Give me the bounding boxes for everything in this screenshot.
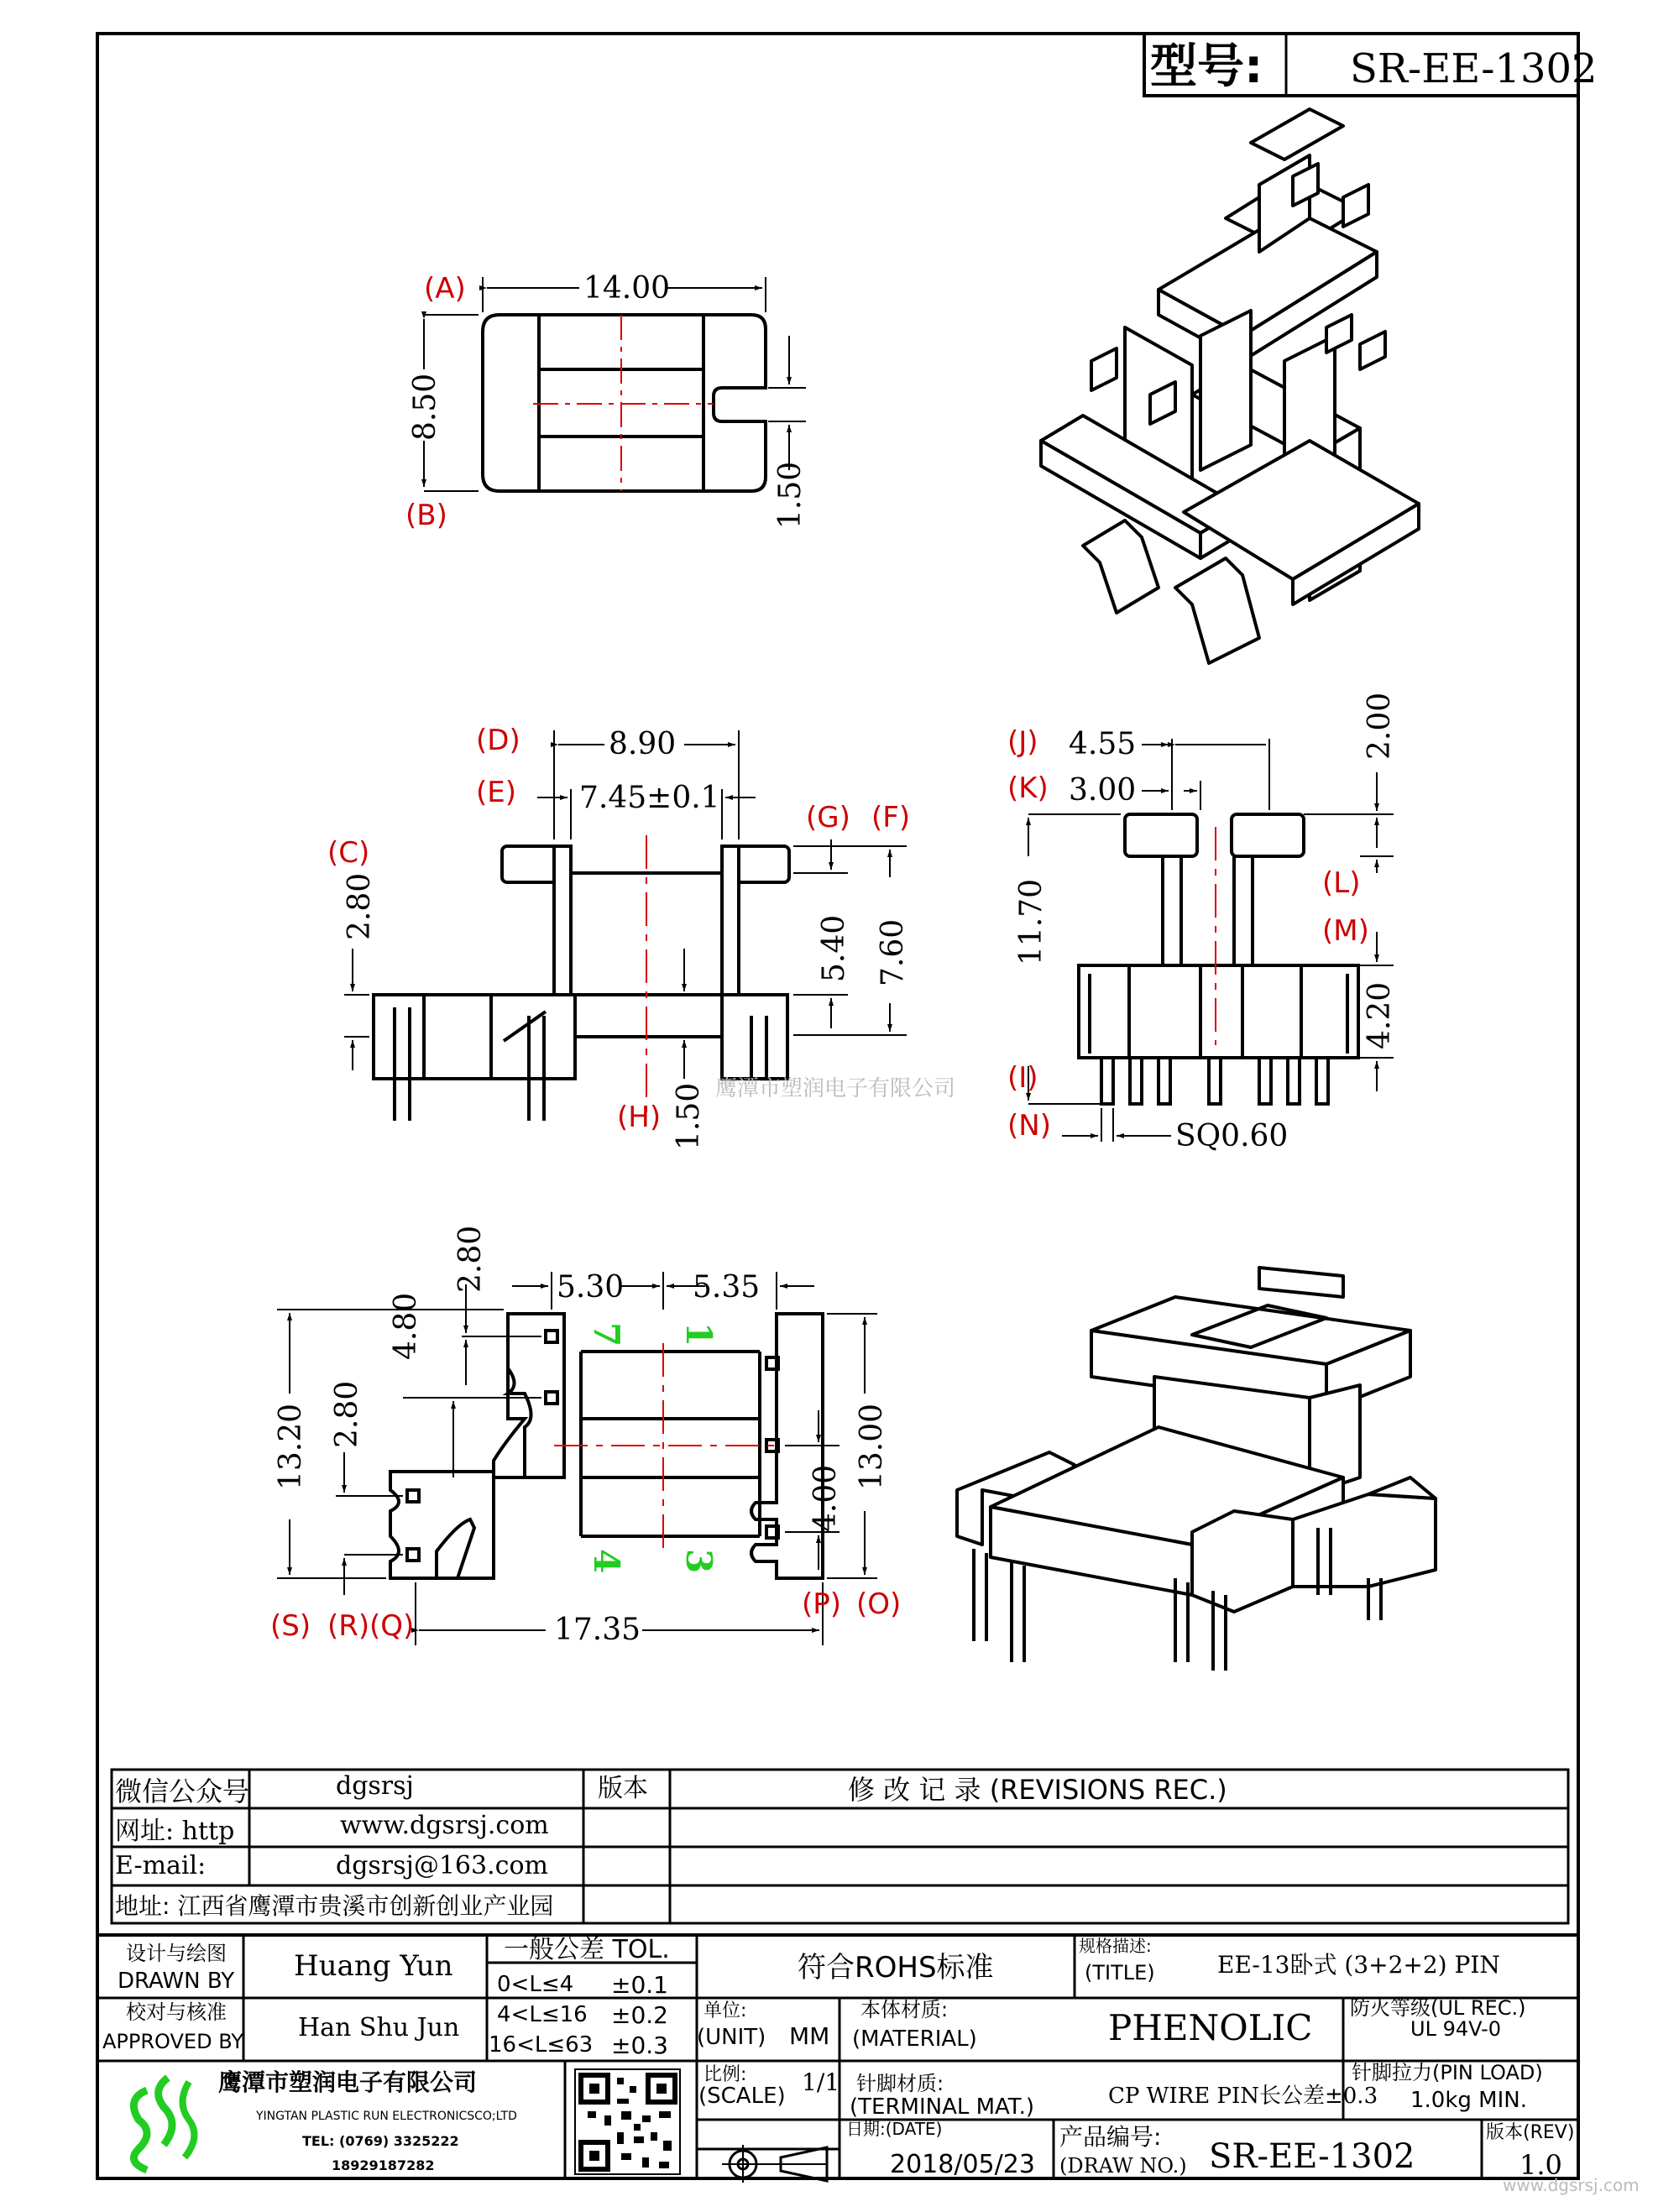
- side-top-dim: 2.00: [1363, 692, 1397, 760]
- version-label: 版本: [598, 1774, 648, 1803]
- pin-load-label: 针脚拉力(PIN LOAD): [1352, 2061, 1543, 2084]
- front-e-dim: 7.45±0.1: [579, 781, 720, 815]
- side-total-dim: 11.70: [1014, 878, 1049, 965]
- top-width-dim: 14.00: [583, 271, 671, 306]
- designer-name: Huang Yun: [294, 1949, 453, 1983]
- wechat-value: dgsrsj: [336, 1771, 414, 1801]
- label-r: (R): [327, 1609, 370, 1643]
- front-c-dim: 2.80: [343, 872, 377, 940]
- side-j-dim: 4.55: [1069, 727, 1137, 761]
- tol-range-1: 0<L≤4: [497, 1972, 574, 1997]
- checker-label-en: APPROVED BY: [102, 2030, 244, 2053]
- pin-1: 1: [678, 1322, 719, 1347]
- side-k-dim: 3.00: [1069, 773, 1137, 808]
- terminal-label-en: (TERMINAL MAT.): [850, 2094, 1035, 2120]
- unit-label-cn: 单位:: [704, 2000, 747, 2021]
- pin-3: 3: [678, 1549, 719, 1574]
- unit-label-en: (UNIT): [697, 2025, 766, 2050]
- drawno-label-cn: 产品编号:: [1059, 2123, 1162, 2151]
- material-label-en: (MATERIAL): [852, 2026, 977, 2052]
- qr-code-icon: [575, 2069, 680, 2174]
- label-e: (E): [476, 776, 517, 809]
- top-slot-dim: 1.50: [773, 461, 808, 529]
- company-name-en: YINGTAN PLASTIC RUN ELECTRONICSCO;LTD: [256, 2110, 517, 2123]
- model-label: 型号:: [1150, 39, 1263, 94]
- label-i: (I): [1007, 1061, 1038, 1095]
- bottom-height: 13.20: [274, 1403, 308, 1490]
- designer-label-en: DRAWN BY: [118, 1969, 235, 1994]
- unit-value: MM: [789, 2022, 830, 2050]
- label-o: (O): [856, 1587, 902, 1621]
- label-b: (B): [405, 499, 447, 532]
- bottom-length: 17.35: [554, 1613, 641, 1647]
- terminal-value: CP WIRE PIN长公差±0.3: [1108, 2084, 1378, 2109]
- drawno-value: SR-EE-1302: [1209, 2137, 1415, 2176]
- label-h: (H): [617, 1101, 662, 1134]
- company-logo-icon: [133, 2078, 194, 2170]
- material-label-cn: 本体材质:: [860, 1998, 949, 2021]
- company-mobile: 18929187282: [332, 2157, 435, 2173]
- bottom-right-w: 5.35: [693, 1270, 761, 1305]
- company-name-cn: 鹰潭市塑润电子有限公司: [218, 2068, 478, 2096]
- label-g: (G): [806, 801, 850, 834]
- pin-4: 4: [586, 1549, 627, 1574]
- watermark: 鹰潭市塑润电子有限公司: [715, 1076, 956, 1101]
- title-label-cn: 规格描述:: [1079, 1936, 1152, 1956]
- scale-value: 1/1: [802, 2068, 840, 2096]
- model-header: [1144, 34, 1598, 96]
- pin-load-value: 1.0kg MIN.: [1410, 2088, 1527, 2113]
- label-l: (L): [1322, 866, 1361, 900]
- bottom-view: [277, 1272, 877, 1645]
- label-d: (D): [476, 724, 520, 757]
- isometric-view-top: [1041, 109, 1419, 663]
- site-footer: www.dgsrsj.com: [1503, 2175, 1640, 2195]
- label-c: (C): [327, 836, 370, 870]
- rohs-note: 符合ROHS标准: [798, 1951, 994, 1985]
- checker-label-cn: 校对与核准: [126, 2000, 227, 2024]
- wechat-label: 微信公众号: [115, 1775, 250, 1807]
- rev-label: 版本(REV): [1486, 2122, 1575, 2143]
- date-label: 日期:(DATE): [846, 2119, 943, 2139]
- tol-title: 一般公差 TOL.: [504, 1935, 670, 1964]
- title-label-en: (TITLE): [1085, 1961, 1155, 1985]
- email-label: E-mail:: [115, 1851, 207, 1880]
- front-gf-dim: 5.40: [817, 914, 851, 982]
- tol-value-2: ±0.2: [611, 2001, 668, 2029]
- bottom-q-top: 2.80: [453, 1225, 488, 1293]
- label-k: (K): [1007, 771, 1049, 805]
- label-n: (N): [1007, 1109, 1051, 1143]
- tol-value-1: ±0.1: [611, 1971, 668, 1999]
- label-m: (M): [1322, 914, 1369, 948]
- label-q: (Q): [369, 1609, 415, 1643]
- title-value: EE-13卧式 (3+2+2) PIN: [1217, 1951, 1500, 1979]
- label-f: (F): [871, 801, 911, 834]
- material-value: PHENOLIC: [1108, 2007, 1313, 2048]
- bottom-left-w: 5.30: [557, 1270, 625, 1305]
- web-value: www.dgsrsj.com: [340, 1811, 549, 1840]
- bottom-r2: 2.80: [330, 1380, 364, 1448]
- top-view: [424, 277, 806, 491]
- email-value: dgsrsj@163.com: [336, 1851, 548, 1880]
- checker-name: Han Shu Jun: [298, 2013, 460, 2042]
- label-a: (A): [424, 272, 466, 306]
- label-p: (P): [802, 1587, 842, 1621]
- label-j: (J): [1007, 725, 1038, 759]
- fire-value: UL 94V-0: [1410, 2017, 1502, 2041]
- tol-value-3: ±0.3: [611, 2032, 668, 2059]
- bottom-r: 4.80: [389, 1292, 423, 1360]
- tol-range-3: 16<L≤63: [489, 2032, 594, 2058]
- model-value: SR-EE-1302: [1350, 45, 1598, 92]
- designer-label-cn: 设计与绘图: [126, 1942, 227, 1965]
- isometric-view-bottom: [957, 1268, 1436, 1671]
- web-label: 网址: http: [115, 1817, 235, 1846]
- front-f-dim: 7.60: [876, 918, 910, 986]
- scale-label-cn: 比例:: [704, 2064, 747, 2085]
- front-h-dim: 1.50: [672, 1082, 706, 1150]
- rev-value: 1.0: [1519, 2149, 1562, 2181]
- date-value: 2018/05/23: [890, 2150, 1035, 2179]
- fire-label: 防火等级(UL REC.): [1350, 1996, 1526, 2020]
- bottom-pitch: 4.00: [808, 1464, 843, 1532]
- frame-border: [97, 34, 1578, 2178]
- side-base-dim: 4.20: [1363, 981, 1397, 1049]
- terminal-label-cn: 针脚材质:: [856, 2072, 944, 2095]
- revisions-title: 修 改 记 录 (REVISIONS REC.): [848, 1774, 1227, 1806]
- top-height-dim: 8.50: [408, 373, 442, 441]
- address: 地址: 江西省鹰潭市贵溪市创新创业产业园: [115, 1892, 554, 1920]
- company-tel: TEL: (0769) 3325222: [302, 2133, 459, 2149]
- drawno-label-en: (DRAW NO.): [1059, 2154, 1187, 2178]
- tol-range-2: 4<L≤16: [497, 2002, 588, 2027]
- label-s: (S): [270, 1609, 311, 1643]
- front-d-dim: 8.90: [609, 727, 677, 761]
- side-pin-dim: SQ0.60: [1175, 1119, 1289, 1153]
- bottom-right-h: 13.00: [855, 1403, 889, 1490]
- scale-label-en: (SCALE): [698, 2084, 786, 2109]
- pin-7: 7: [586, 1322, 627, 1347]
